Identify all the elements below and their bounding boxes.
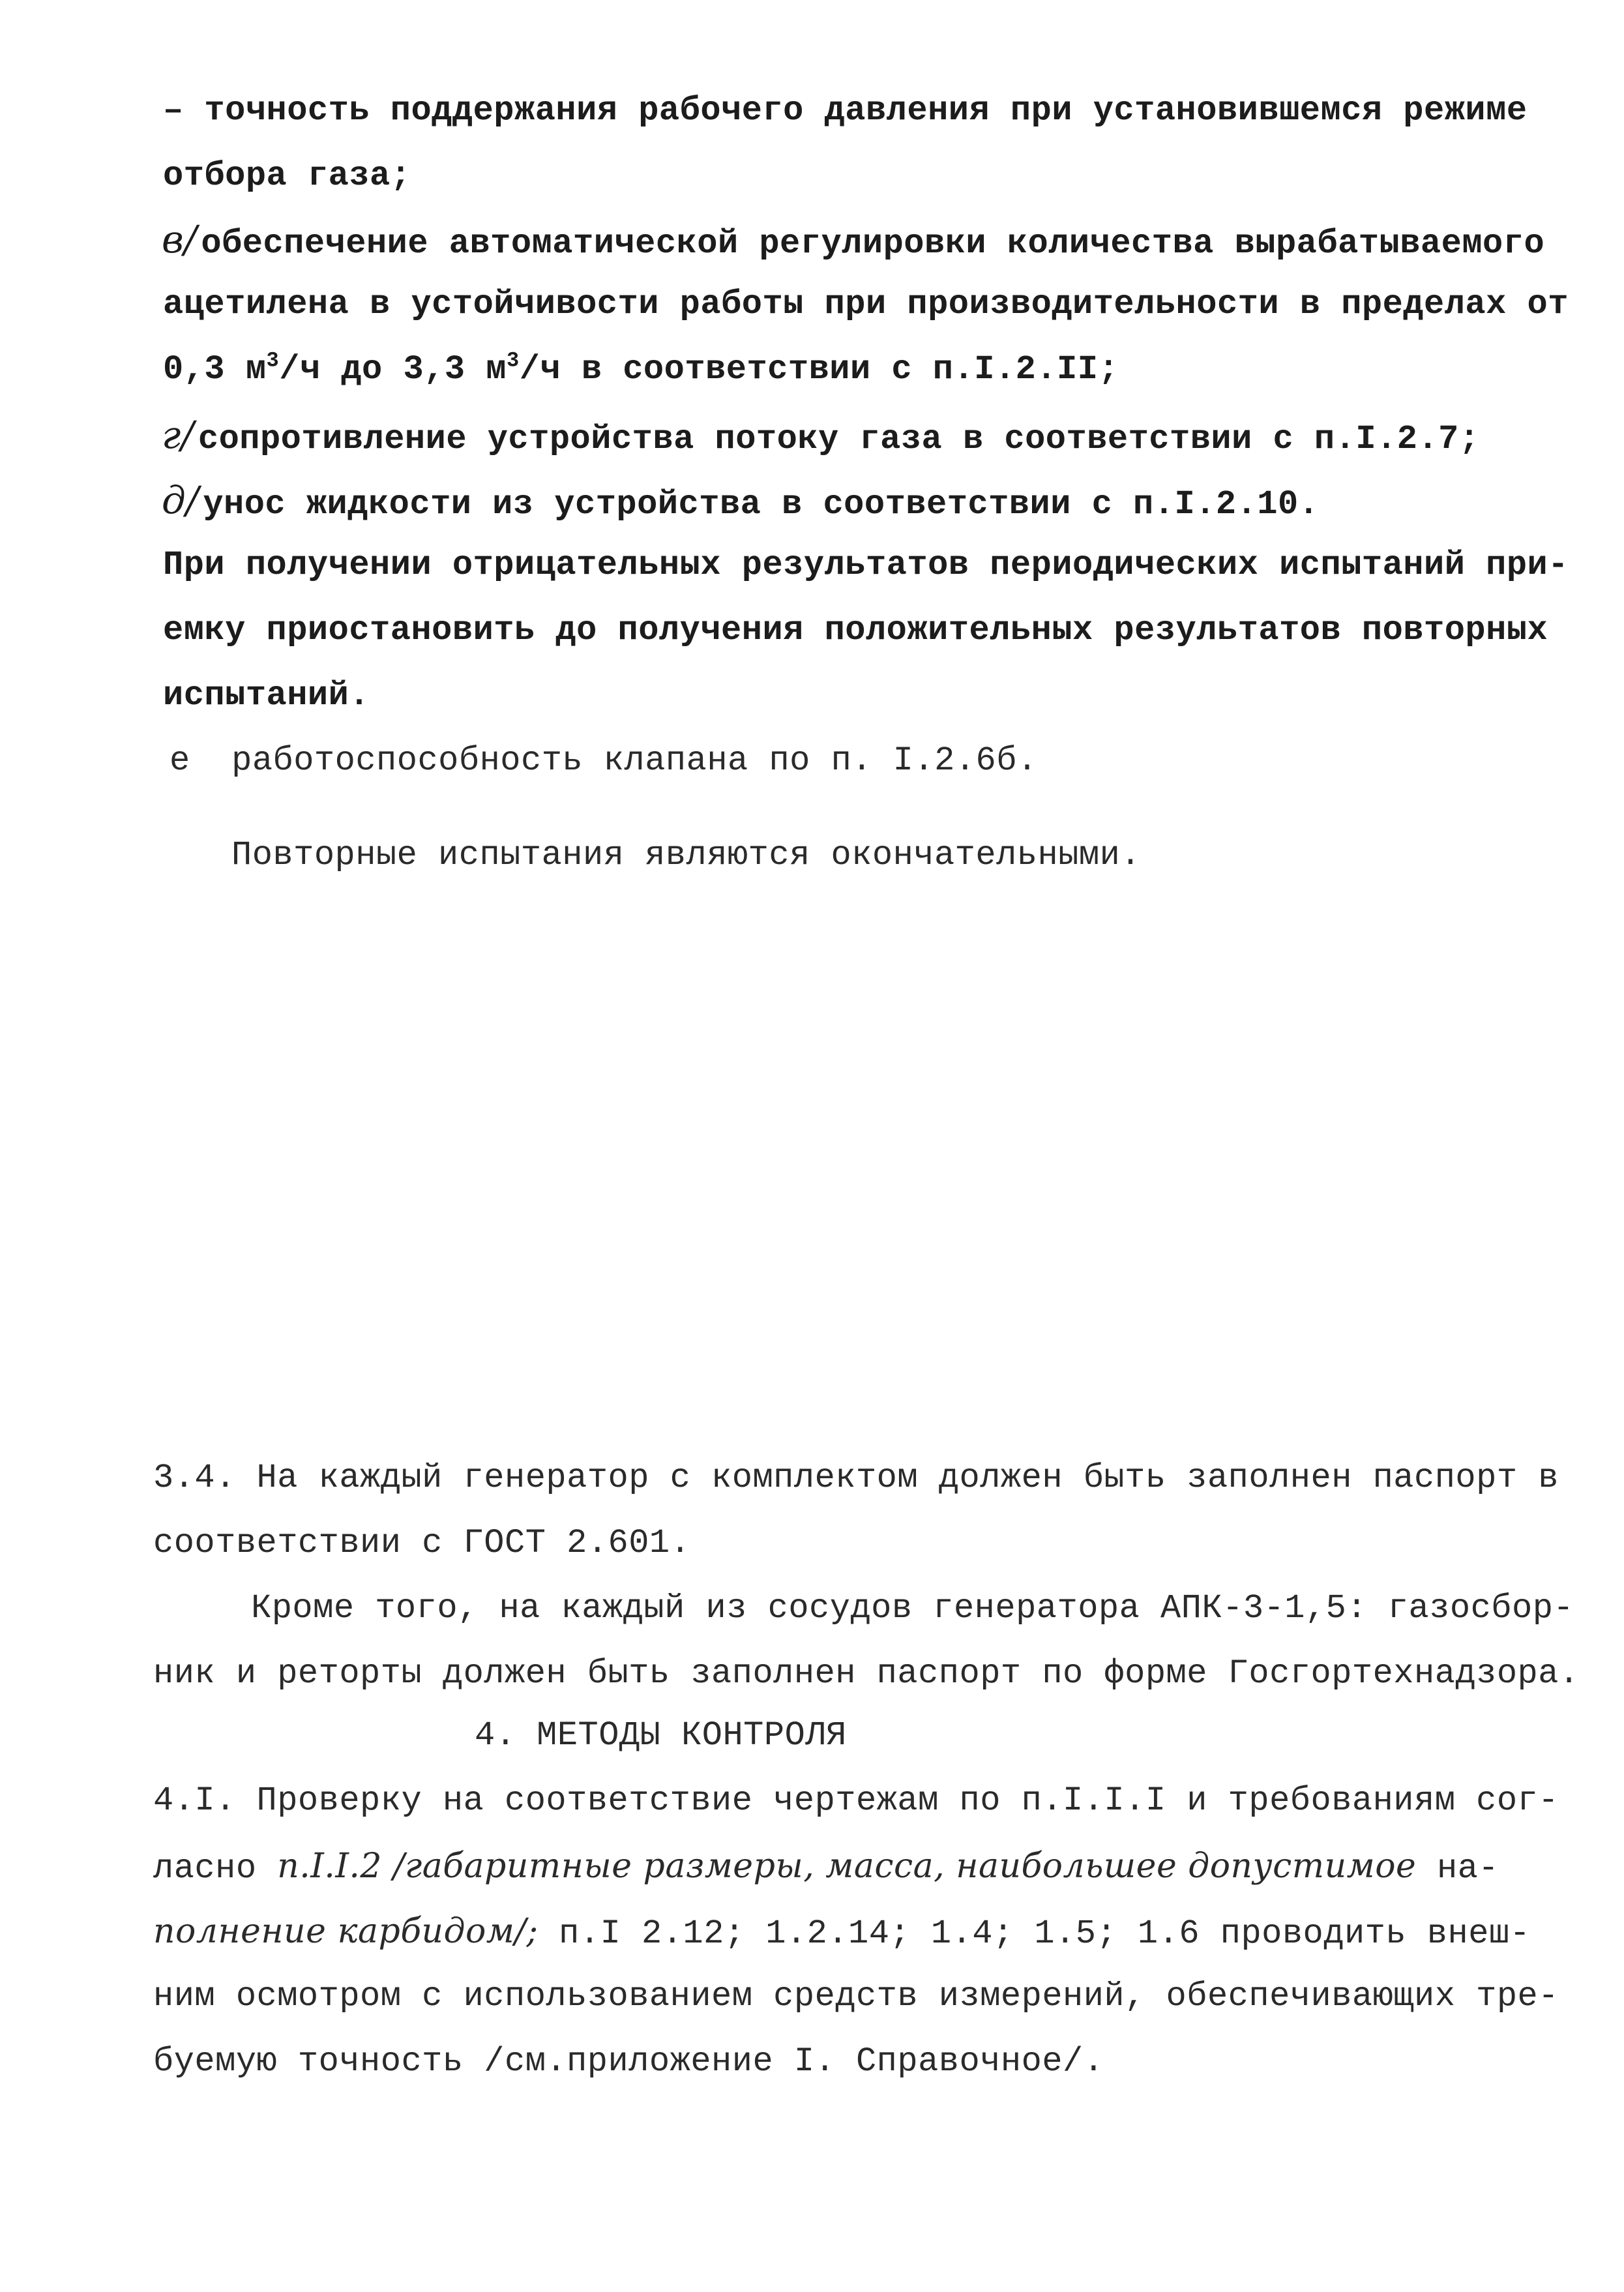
text-line: емку приостановить до получения положительных результатов повторных [163,611,1548,649]
text-span: ласно [153,1849,278,1888]
text-line: ник и реторты должен быть заполнен паспорт по форме Госгортехнадзора. [153,1654,1580,1693]
text-line: При получении отрицательных результатов периодических испытаний при- [163,546,1569,584]
text-line [153,1911,1530,1955]
text-line: Повторные испытания являются окончательными. [231,836,1142,874]
text-line [153,1845,1499,1890]
text-line [162,414,1480,460]
text-line: Кроме того, на каждый из сосудов генератора АПК-3-1,5: газосбор- [251,1589,1574,1628]
handwritten-mark: д/ [162,478,199,522]
handwritten-insert: п.I.I.2 /габаритные размеры, масса, наибольшее допустимое [277,1847,1417,1886]
text-span: унос жидкости из устройства в соответствии с п.I.2.10. [203,485,1320,524]
superscript: 3 [507,348,520,373]
text-line: 3.4. На каждый генератор с комплектом должен быть заполнен паспорт в [153,1459,1559,1497]
text-span: сопротивление устройства потоку газа в соответствии с п.I.2.7; [198,420,1480,458]
section-heading: 4. МЕТОДЫ КОНТРОЛЯ [475,1716,847,1755]
text-span: п.I 2.12; 1.2.14; 1.4; 1.5; 1.6 проводить внеш- [538,1914,1531,1953]
text-line: отбора газа; [163,156,411,195]
text-span: /ч в соответствии с п.I.2.II; [519,350,1119,389]
text-span: на- [1416,1849,1499,1888]
text-line: испытаний. [163,676,370,715]
handwritten-insert: полнение карбидом/; [153,1912,539,1951]
text-line [162,218,1544,265]
text-span: /ч до 3,3 м [279,350,507,389]
text-line: 4.I. Проверку на соответствие чертежам по п.I.I.I и требованиям сог- [153,1781,1559,1820]
text-line [163,349,1119,391]
text-line: е работоспособность клапана по п. I.2.6б. [170,741,1038,780]
text-line: соответствии с ГОСТ 2.601. [153,1524,691,1562]
handwritten-mark: в/ [162,217,198,261]
text-span: 0,3 м [163,350,267,389]
text-span: обеспечение автоматической регулировки количества вырабатываемого [201,224,1545,263]
handwritten-mark: г/ [162,413,194,457]
text-line: ацетилена в устойчивости работы при производительности в пределах от [163,285,1569,323]
superscript: 3 [266,348,280,373]
text-line: – точность поддержания рабочего давления при установившемся режиме [163,91,1528,130]
text-line: ним осмотром с использованием средств измерений, обеспечивающих тре- [153,1977,1559,2016]
text-line: буемую точность /см.приложение I. Справочное/. [153,2042,1104,2081]
text-line [162,479,1319,526]
